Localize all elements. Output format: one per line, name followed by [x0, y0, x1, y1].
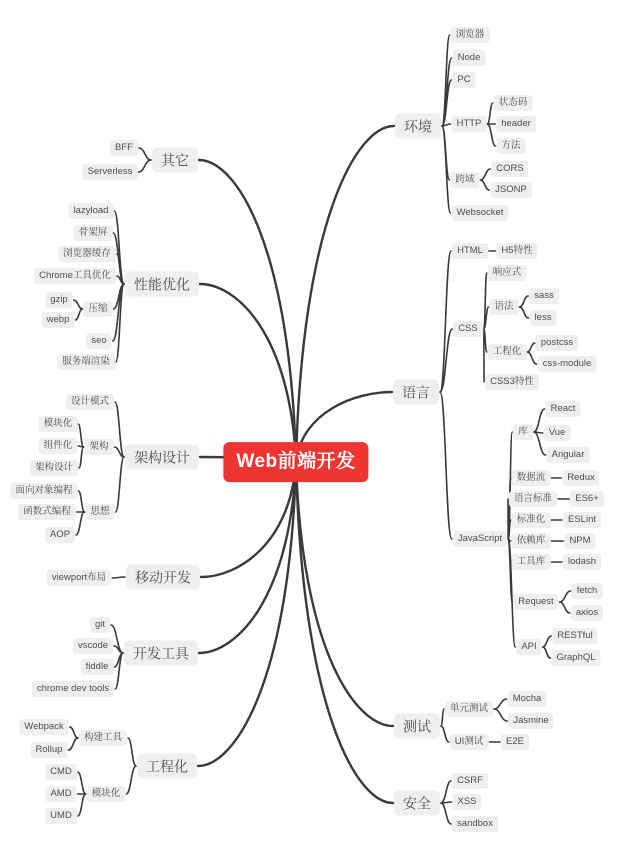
link-architecture-modularization: [78, 424, 83, 447]
node-javascript[interactable]: JavaScript: [453, 531, 507, 547]
node-status-code[interactable]: 状态码: [494, 95, 533, 111]
node-modularization[interactable]: 模块化: [39, 416, 78, 432]
node-angular[interactable]: Angular: [547, 447, 590, 463]
link-build-tools-rollup: [68, 738, 78, 750]
link-web-frontend-environment: [296, 126, 394, 462]
node-jasmine[interactable]: Jasmine: [508, 713, 553, 729]
node-restful[interactable]: RESTful: [552, 628, 597, 644]
link-module-systems-cmd: [78, 772, 86, 794]
node-serverless[interactable]: Serverless: [83, 164, 138, 180]
link-philosophy-aop: [76, 512, 84, 535]
node-websocket[interactable]: Websocket: [452, 205, 509, 221]
node-react[interactable]: React: [546, 401, 581, 417]
node-standardization[interactable]: 标准化: [512, 512, 551, 528]
link-testing-ui-testing: [441, 726, 449, 742]
node-architecture-design-sub[interactable]: 架构设计: [30, 460, 78, 476]
node-unit-testing[interactable]: 单元测试: [445, 701, 493, 717]
link-security-csrf: [441, 781, 451, 803]
node-security[interactable]: 安全: [394, 790, 440, 815]
node-css[interactable]: CSS: [453, 321, 483, 337]
link-request-fetch: [560, 591, 571, 602]
node-componentization[interactable]: 组件化: [39, 438, 78, 454]
node-aop[interactable]: AOP: [45, 527, 75, 543]
node-umd[interactable]: UMD: [45, 808, 77, 824]
node-html[interactable]: HTML: [452, 243, 488, 259]
node-css3-features[interactable]: CSS3特性: [485, 374, 539, 390]
node-web-frontend[interactable]: Web前端开发: [223, 442, 368, 482]
node-e2e[interactable]: E2E: [501, 734, 529, 750]
node-h5-features[interactable]: H5特性: [496, 243, 537, 259]
node-csrf[interactable]: CSRF: [452, 773, 488, 789]
node-bff[interactable]: BFF: [110, 140, 138, 156]
node-responsive[interactable]: 响应式: [488, 265, 527, 281]
link-language-javascript: [440, 392, 452, 539]
link-engineering-build-tools: [128, 738, 136, 766]
node-data-flow[interactable]: 数据流: [512, 470, 551, 486]
node-fetch[interactable]: fetch: [572, 583, 603, 599]
link-build-tools-webpack: [70, 727, 78, 738]
link-compression-webp: [75, 309, 82, 320]
link-web-frontend-testing: [296, 462, 393, 726]
node-jsonp[interactable]: JSONP: [490, 182, 532, 198]
node-xss[interactable]: XSS: [452, 794, 481, 810]
link-others-bff: [139, 148, 151, 160]
node-environment[interactable]: 环境: [395, 113, 441, 138]
link-module-systems-umd: [78, 794, 86, 816]
node-libraries[interactable]: 库: [513, 424, 533, 440]
node-less[interactable]: less: [530, 310, 557, 326]
link-architecture-architecture-design-sub: [79, 447, 83, 468]
node-language[interactable]: 语言: [393, 379, 439, 404]
node-browser-cache[interactable]: 浏览器缓存: [58, 246, 116, 262]
link-compression-gzip: [74, 300, 83, 309]
node-request[interactable]: Request: [513, 594, 558, 610]
node-pc[interactable]: PC: [452, 72, 475, 88]
node-compression[interactable]: 压缩: [83, 301, 112, 317]
node-dev-tools[interactable]: 开发工具: [124, 640, 198, 665]
node-css-engineering[interactable]: 工程化: [488, 344, 527, 360]
node-postcss[interactable]: postcss: [536, 335, 578, 351]
link-http-method: [487, 124, 495, 146]
node-css-module[interactable]: css-module: [538, 356, 597, 372]
node-graphql[interactable]: GraphQL: [551, 650, 600, 666]
node-design-patterns[interactable]: 设计模式: [66, 394, 114, 410]
link-unit-testing-jasmine: [494, 709, 507, 721]
node-module-systems[interactable]: 模块化: [87, 786, 126, 802]
link-cross-origin-jsonp: [481, 180, 490, 190]
node-cmd[interactable]: CMD: [45, 764, 77, 780]
node-viewport-layout[interactable]: viewport布局: [47, 570, 111, 586]
node-rollup[interactable]: Rollup: [31, 742, 68, 758]
node-ssr[interactable]: 服务端渲染: [57, 354, 115, 370]
node-es6[interactable]: ES6+: [570, 491, 604, 507]
link-web-frontend-dev-tools: [199, 462, 296, 653]
node-chrome-tools[interactable]: Chrome工具优化: [34, 268, 116, 284]
link-web-frontend-security: [296, 462, 393, 803]
node-npm[interactable]: NPM: [564, 533, 595, 549]
node-utility-library[interactable]: 工具库: [512, 554, 551, 570]
link-css-engineering-postcss: [527, 343, 535, 352]
node-webpack[interactable]: Webpack: [19, 719, 68, 735]
node-redux[interactable]: Redux: [562, 470, 599, 486]
link-api-restful: [543, 636, 552, 647]
node-mocha[interactable]: Mocha: [508, 691, 547, 707]
link-testing-unit-testing: [441, 709, 444, 726]
node-skeleton-screen[interactable]: 骨架屏: [74, 225, 113, 241]
node-webp[interactable]: webp: [42, 312, 75, 328]
node-dependency-library[interactable]: 依赖库: [512, 533, 551, 549]
node-gzip[interactable]: gzip: [45, 292, 72, 308]
node-header[interactable]: header: [496, 116, 536, 132]
node-seo[interactable]: seo: [86, 333, 111, 349]
link-architecture-design-philosophy: [116, 457, 124, 512]
node-lodash[interactable]: lodash: [563, 554, 601, 570]
node-architecture[interactable]: 架构: [84, 439, 113, 455]
link-unit-testing-mocha: [494, 699, 507, 709]
node-amd[interactable]: AMD: [45, 786, 76, 802]
node-vue[interactable]: Vue: [544, 425, 571, 441]
node-oop[interactable]: 面向对象编程: [10, 483, 77, 499]
node-sandbox[interactable]: sandbox: [452, 816, 498, 832]
link-philosophy-oop: [79, 491, 85, 512]
node-build-tools[interactable]: 构建工具: [79, 730, 127, 746]
node-others[interactable]: 其它: [152, 147, 198, 172]
link-environment-websocket: [442, 126, 451, 213]
link-others-serverless: [138, 160, 151, 172]
link-css-syntax-sass: [520, 296, 529, 307]
node-lazyload[interactable]: lazyload: [69, 203, 114, 219]
node-node[interactable]: Node: [453, 50, 486, 66]
node-browser[interactable]: 浏览器: [451, 27, 490, 43]
link-web-frontend-engineering: [198, 462, 296, 766]
node-eslint[interactable]: ESLint: [563, 512, 601, 528]
link-http-status-code: [487, 103, 492, 124]
link-engineering-module-systems: [126, 766, 136, 794]
node-http[interactable]: HTTP: [452, 116, 487, 132]
node-cross-origin[interactable]: 跨域: [450, 172, 479, 188]
node-language-standard[interactable]: 语言标准: [509, 491, 557, 507]
link-css-engineering-css-module: [527, 352, 536, 364]
link-security-sandbox: [441, 803, 451, 824]
node-chrome-dev-tools[interactable]: chrome dev tools: [32, 681, 114, 697]
node-method[interactable]: 方法: [496, 138, 525, 154]
node-architecture-design[interactable]: 架构设计: [125, 444, 199, 469]
node-css-syntax[interactable]: 语法: [489, 299, 518, 315]
node-testing[interactable]: 测试: [394, 713, 440, 738]
node-vscode[interactable]: vscode: [73, 638, 113, 654]
node-fiddle[interactable]: fiddle: [81, 659, 114, 675]
node-mobile-dev[interactable]: 移动开发: [126, 564, 200, 589]
link-mobile-dev-viewport-layout: [112, 577, 125, 578]
node-performance[interactable]: 性能优化: [125, 271, 199, 296]
node-functional-programming[interactable]: 函数式编程: [18, 504, 76, 520]
node-axios[interactable]: axios: [571, 605, 603, 621]
node-ui-testing[interactable]: UI测试: [450, 734, 489, 750]
node-cors[interactable]: CORS: [491, 161, 528, 177]
node-engineering[interactable]: 工程化: [137, 753, 197, 778]
node-philosophy[interactable]: 思想: [85, 504, 114, 520]
link-request-axios: [560, 602, 570, 613]
link-api-graphql: [543, 647, 551, 658]
node-sass[interactable]: sass: [529, 288, 559, 304]
node-git[interactable]: git: [90, 617, 110, 633]
link-css-syntax-less: [520, 307, 529, 318]
node-api[interactable]: API: [516, 639, 541, 655]
link-cross-origin-cors: [481, 169, 491, 180]
